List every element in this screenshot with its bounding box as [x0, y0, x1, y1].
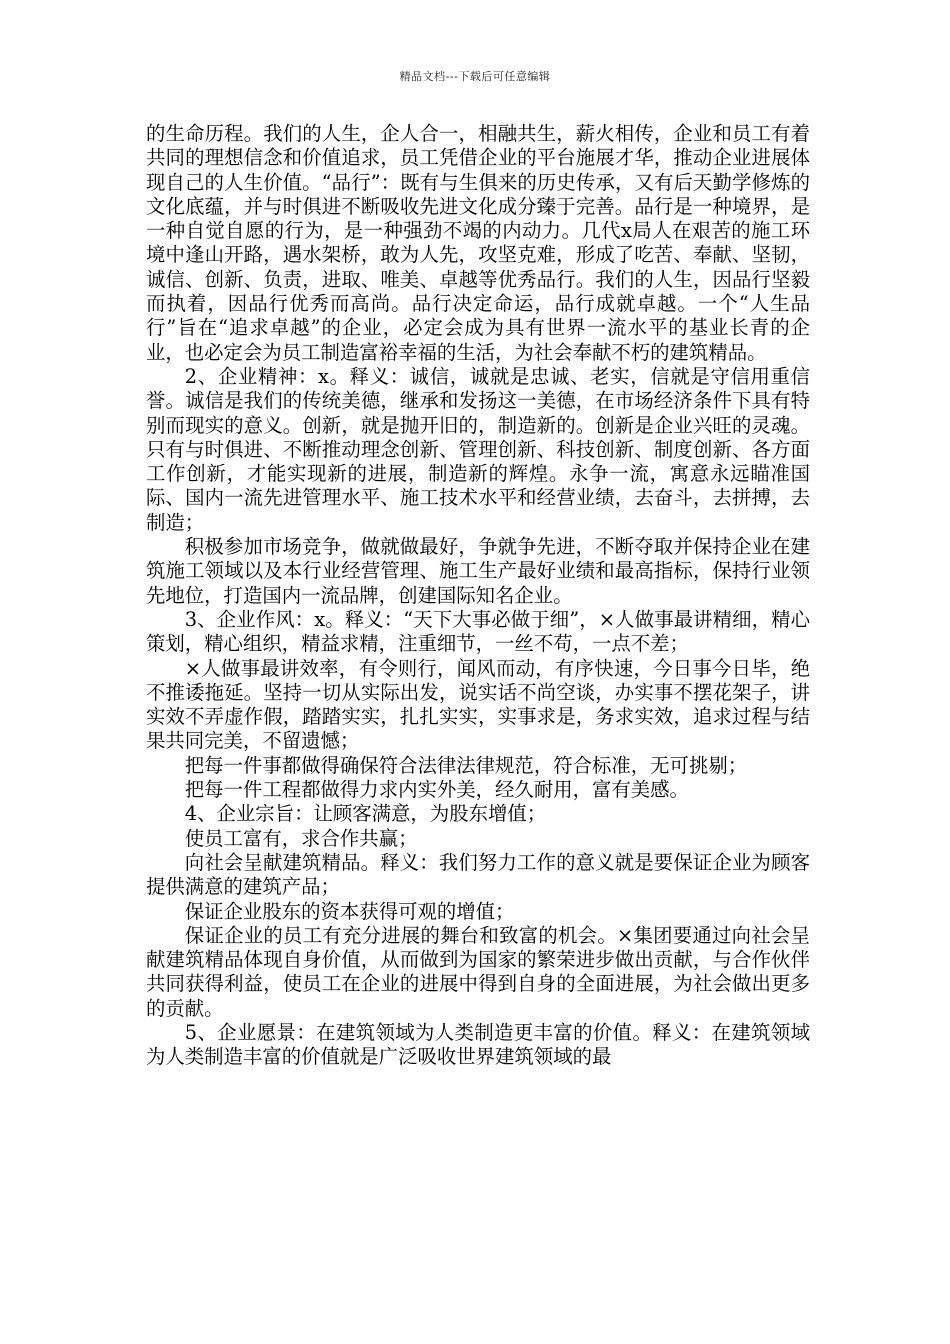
paragraph: 把每一件工程都做得力求内实外美，经久耐用，富有美感。 — [184, 778, 689, 802]
paragraph: 3、企业作风：x。释义：“天下大事必做于细”，×人做事最讲精细，精心策划，精心组织，精益求精，注重细节，一丝不苟，一点不差； — [146, 607, 810, 656]
page-header: 精品文档---下载后可任意编辑 — [399, 70, 551, 83]
paragraph: ×人做事最讲效率，有令则行，闻风而动，有序快速，今日事今日毕，绝不推诿拖延。坚持一切从实际出发，说实话不尚空谈，办实事不摆花架子，讲实效不弄虚作假，踏踏实实，扎扎实实，实事求是，务求实效，追求过程与结果共同完美，不留遗憾； — [146, 656, 810, 753]
paragraph: 积极参加市场竞争，做就做最好，争就争先进，不断夺取并保持企业在建筑施工领域以及本行业经营管理、施工生产最好业绩和最高指标，保持行业领先地位，打造国内一流品牌，创建国际知名企业。 — [146, 535, 810, 607]
paragraph: 把每一件事都做得确保符合法律法律规范，符合标准，无可挑剔； — [184, 753, 748, 777]
paragraph: 向社会呈献建筑精品。释义：我们努力工作的意义就是要保证企业为顾客提供满意的建筑产品； — [146, 850, 810, 899]
paragraph: 4、企业宗旨：让顾客满意，为股东增值； — [184, 802, 547, 826]
paragraph: 的生命历程。我们的人生，企人合一，相融共生，薪火相传，企业和员工有着共同的理想信念和价值追求，员工凭借企业的平台施展才华，推动企业进展体现自己的人生价值。“品行”：既有与生俱来的历史传承，又有后天勤学修炼的文化底蕴，并与时俱进不断吸收先进文化成分臻于完善。品行是一种境界，是一种自觉自愿的行为，是一种强劲不竭的内动力。几代x局人在艰苦的施工环境中逢山开路，遇水架桥，敢为人先，攻坚克难，形成了吃苦、奉献、坚韧，诚信、创新、负责，进取、唯美、卓越等优秀品行。我们的人生，因品行坚毅而执着，因品行优秀而高尚。品行决定命运，品行成就卓越。一个“人生品行”旨在“追求卓越”的企业，必定会成为具有世界一流水平的基业长青的企业，也必定会为员工制造富裕幸福的生活，为社会奉献不朽的建筑精品。 — [146, 122, 810, 364]
paragraph: 使员工富有，求合作共赢； — [184, 826, 418, 850]
document-body — [146, 122, 810, 1070]
paragraph: 保证企业的员工有充分进展的舞台和致富的机会。×集团要通过向社会呈献建筑精品体现自身价值，从而做到为国家的繁荣进步做出贡献，与合作伙伴共同获得利益，使员工在企业的进展中得到自身的全面进展，为社会做出更多的贡献。 — [146, 923, 810, 1020]
paragraph: 2、企业精神：x。释义：诚信，诚就是忠诚、老实，信就是守信用重信誉。诚信是我们的传统美德，继承和发扬这一美德，在市场经济条件下具有特别而现实的意义。创新，就是抛开旧的，制造新的。创新是企业兴旺的灵魂。只有与时俱进、不断推动理念创新、管理创新、科技创新、制度创新、各方面工作创新，才能实现新的进展，制造新的辉煌。永争一流，寓意永远瞄准国际、国内一流先进管理水平、施工技术水平和经营业绩，去奋斗，去拼搏，去制造； — [146, 364, 810, 534]
paragraph: 保证企业股东的资本获得可观的增值； — [184, 899, 515, 923]
paragraph: 5、企业愿景：在建筑领域为人类制造更丰富的价值。释义：在建筑领域为人类制造丰富的价值就是广泛吸收世界建筑领域的最 — [146, 1020, 810, 1069]
